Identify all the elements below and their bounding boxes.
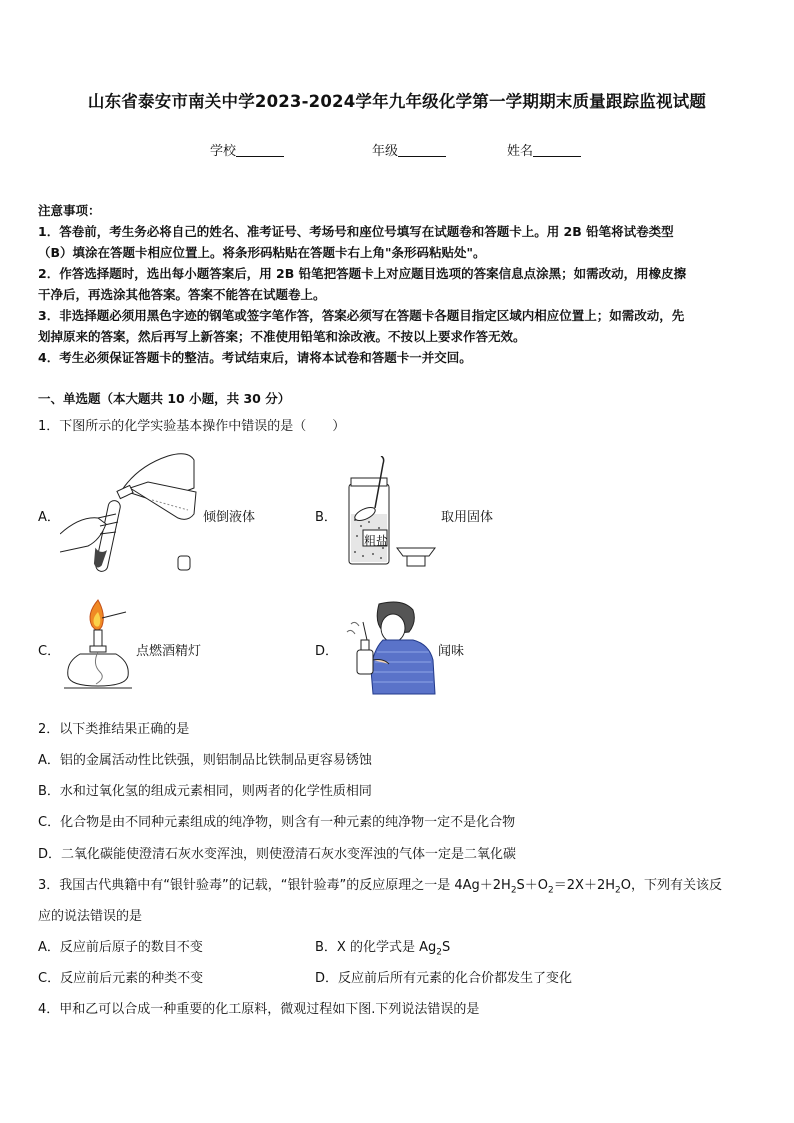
notice-line: 划掉原来的答案，然后再写上新答案；不准使用铅笔和涂改液。不按以上要求作答无效。 (38, 329, 526, 344)
q1-option-b-caption: 取用固体 (441, 510, 494, 525)
notice-line: 4．考生必须保证答题卡的整洁。考试结束后，请将本试卷和答题卡一并交回。 (38, 350, 472, 365)
q3-stem-part: S＋O (516, 878, 549, 893)
q3-option-a[interactable]: A．反应前后原子的数目不变 (38, 940, 203, 955)
school-blank[interactable] (236, 142, 284, 157)
q1-option-a-caption: 倾倒液体 (203, 510, 256, 525)
smelling-odor-illustration (343, 600, 437, 696)
q3-option-d[interactable]: D．反应前后所有元素的化合价都发生了变化 (315, 971, 573, 986)
q2-option-b[interactable]: B．水和过氧化氢的组成元素相同，则两者的化学性质相同 (38, 784, 372, 799)
q3-stem-part: O，下列有关该反 (620, 878, 722, 893)
q2-option-c[interactable]: C．化合物是由不同种元素组成的纯净物，则含有一种元素的纯净物一定不是化合物 (38, 815, 516, 830)
name-field[interactable] (507, 140, 581, 159)
q3-stem-part: 3．我国古代典籍中有“银针验毒”的记载，“银针验毒”的反应原理之一是 4Ag＋2H (38, 878, 511, 893)
notice-line: 3．非选择题必须用黑色字迹的钢笔或签字笔作答，答案必须写在答题卡各题目指定区域内相应位置上；如需改动，先 (38, 308, 685, 323)
jar-label: 粗盐 (364, 534, 389, 548)
question-1-stem: 1．下图所示的化学实验基本操作中错误的是（ ） (38, 419, 346, 434)
name-blank[interactable] (533, 142, 581, 157)
page-title: 山东省泰安市南关中学2023-2024学年九年级化学第一学期期末质量跟踪监视试题 (87, 92, 707, 111)
grade-blank[interactable] (398, 142, 446, 157)
name-label: 姓名 (507, 144, 534, 159)
q1-option-c-caption: 点燃酒精灯 (136, 644, 202, 659)
notice-line: （B）填涂在答题卡相应位置上。将条形码粘贴在答题卡右上角"条形码粘贴处"。 (38, 245, 486, 260)
question-3-stem (38, 874, 722, 896)
q3-option-b-text: B．X 的化学式是 Ag (315, 940, 437, 955)
q2-option-d[interactable]: D．二氧化碳能使澄清石灰水变浑浊，则使澄清石灰水变浑浊的气体一定是二氧化碳 (38, 847, 517, 862)
q2-option-a[interactable]: A．铝的金属活动性比铁强，则铝制品比铁制品更容易锈蚀 (38, 753, 372, 768)
q3-option-b-text: S (441, 940, 451, 955)
notice-block (38, 200, 760, 368)
question-2-stem: 2．以下类推结果正确的是 (38, 722, 190, 737)
subscript: 2 (615, 885, 621, 896)
question-4-stem: 4．甲和乙可以合成一种重要的化工原料，微观过程如下图.下列说法错误的是 (38, 1002, 480, 1017)
grade-field[interactable] (372, 140, 446, 159)
q3-option-b[interactable] (315, 936, 450, 958)
q1-option-d-letter[interactable]: D． (315, 644, 339, 659)
subscript: 2 (510, 885, 517, 896)
grade-label: 年级 (372, 144, 399, 159)
lighting-alcohol-lamp-illustration (62, 596, 134, 692)
q1-option-a-letter[interactable]: A． (38, 510, 60, 525)
school-field[interactable] (210, 140, 284, 159)
pouring-liquid-illustration (60, 448, 200, 578)
q1-option-b-letter[interactable]: B． (315, 510, 337, 525)
section-heading: 一、单选题（本大题共 10 小题，共 30 分） (38, 391, 291, 406)
subscript: 2 (436, 947, 442, 958)
notice-heading: 注意事项： (38, 203, 101, 218)
q1-option-c-letter[interactable]: C． (38, 644, 61, 659)
q3-stem-part: ＝2X＋2H (553, 878, 616, 893)
notice-line: 2．作答选择题时，选出每小题答案后，用 2B 铅笔把答题卡上对应题目选项的答案信息点涂黑；如需改动，用橡皮擦 (38, 266, 687, 281)
taking-solid-illustration (335, 456, 445, 568)
q3-option-c[interactable]: C．反应前后元素的种类不变 (38, 971, 204, 986)
question-3-stem-cont: 应的说法错误的是 (38, 909, 143, 924)
q1-option-d-caption: 闻味 (438, 644, 465, 659)
subscript: 2 (548, 885, 554, 896)
notice-line: 1．答卷前，考生务必将自己的姓名、准考证号、考场号和座位号填写在试题卷和答题卡上。用 2B 铅笔将试卷类型 (38, 224, 674, 239)
notice-line: 干净后，再选涂其他答案。答案不能答在试题卷上。 (38, 287, 326, 302)
school-label: 学校 (210, 144, 237, 159)
